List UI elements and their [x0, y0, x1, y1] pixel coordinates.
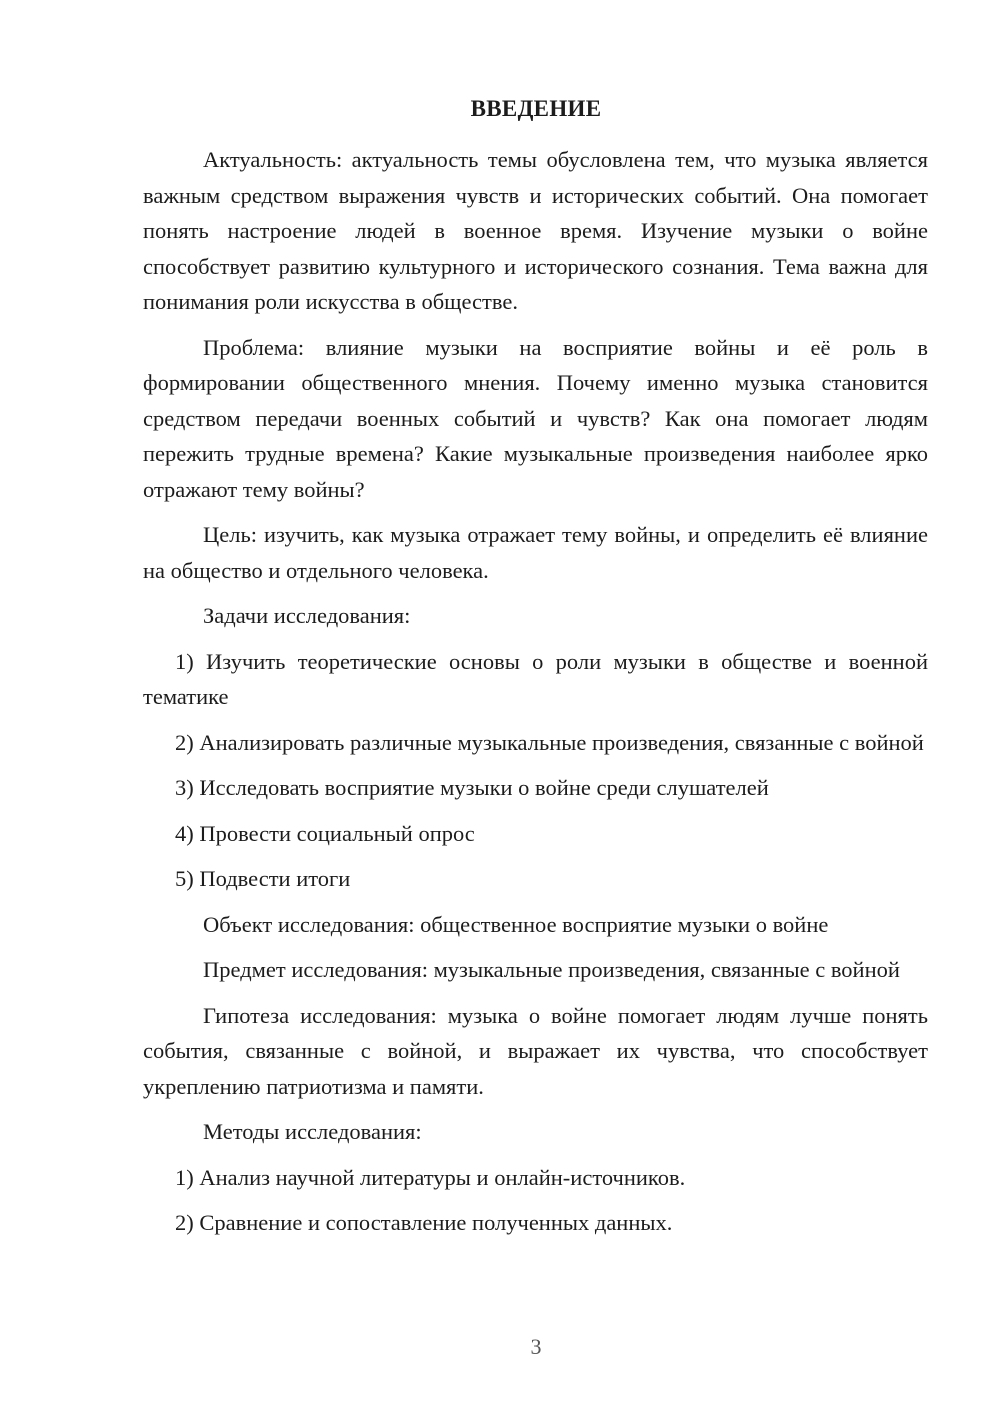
relevance-paragraph: Актуальность: актуальность темы обусловлена тем, что музыка является важным средством выражения чувств и исторических событий. Она помогает понять настроение людей в военное время. Изучение музыки о войне способствует развитию культурного и исторического сознания. Тема важна для понимания роли искусства в обществе. — [143, 147, 928, 314]
page-number: 3 — [530, 1334, 542, 1359]
method-item: 1) Анализ научной литературы и онлайн-источников. — [175, 1164, 686, 1190]
methods-title: Методы исследования: — [203, 1119, 422, 1144]
object-paragraph: Объект исследования: общественное восприятие музыки о войне — [203, 911, 829, 937]
problem-paragraph: Проблема: влияние музыки на восприятие войны и её роль в формировании общественного мнения. Почему именно музыка становится средством передачи военных событий и чувств? Как она помогает людям пережить трудные времена? Какие музыкальные произведения наиболее ярко отражают тему войны? — [143, 334, 928, 502]
task-item: 2) Анализировать различные музыкальные произведения, связанные с войной — [175, 729, 924, 755]
document-body — [143, 142, 928, 1251]
section-heading: ВВЕДЕНИЕ — [470, 96, 602, 121]
task-item: 4) Провести социальный опрос — [175, 820, 475, 846]
task-item: 1) Изучить теоретические основы о роли музыки в обществе и военной тематике — [143, 648, 928, 709]
goal-paragraph: Цель: изучить, как музыка отражает тему войны, и определить её влияние на общество и отдельного человека. — [143, 522, 928, 583]
hypothesis-paragraph: Гипотеза исследования: музыка о войне помогает людям лучше понять события, связанные с войной, и выражает их чувства, что способствует укреплению патриотизма и памяти. — [143, 1002, 928, 1099]
tasks-title: Задачи исследования: — [203, 603, 411, 628]
subject-paragraph: Предмет исследования: музыкальные произведения, связанные с войной — [203, 957, 900, 982]
method-item: 2) Сравнение и сопоставление полученных данных. — [175, 1210, 673, 1235]
task-item: 3) Исследовать восприятие музыки о войне среди слушателей — [175, 775, 769, 800]
task-item: 5) Подвести итоги — [175, 866, 351, 891]
